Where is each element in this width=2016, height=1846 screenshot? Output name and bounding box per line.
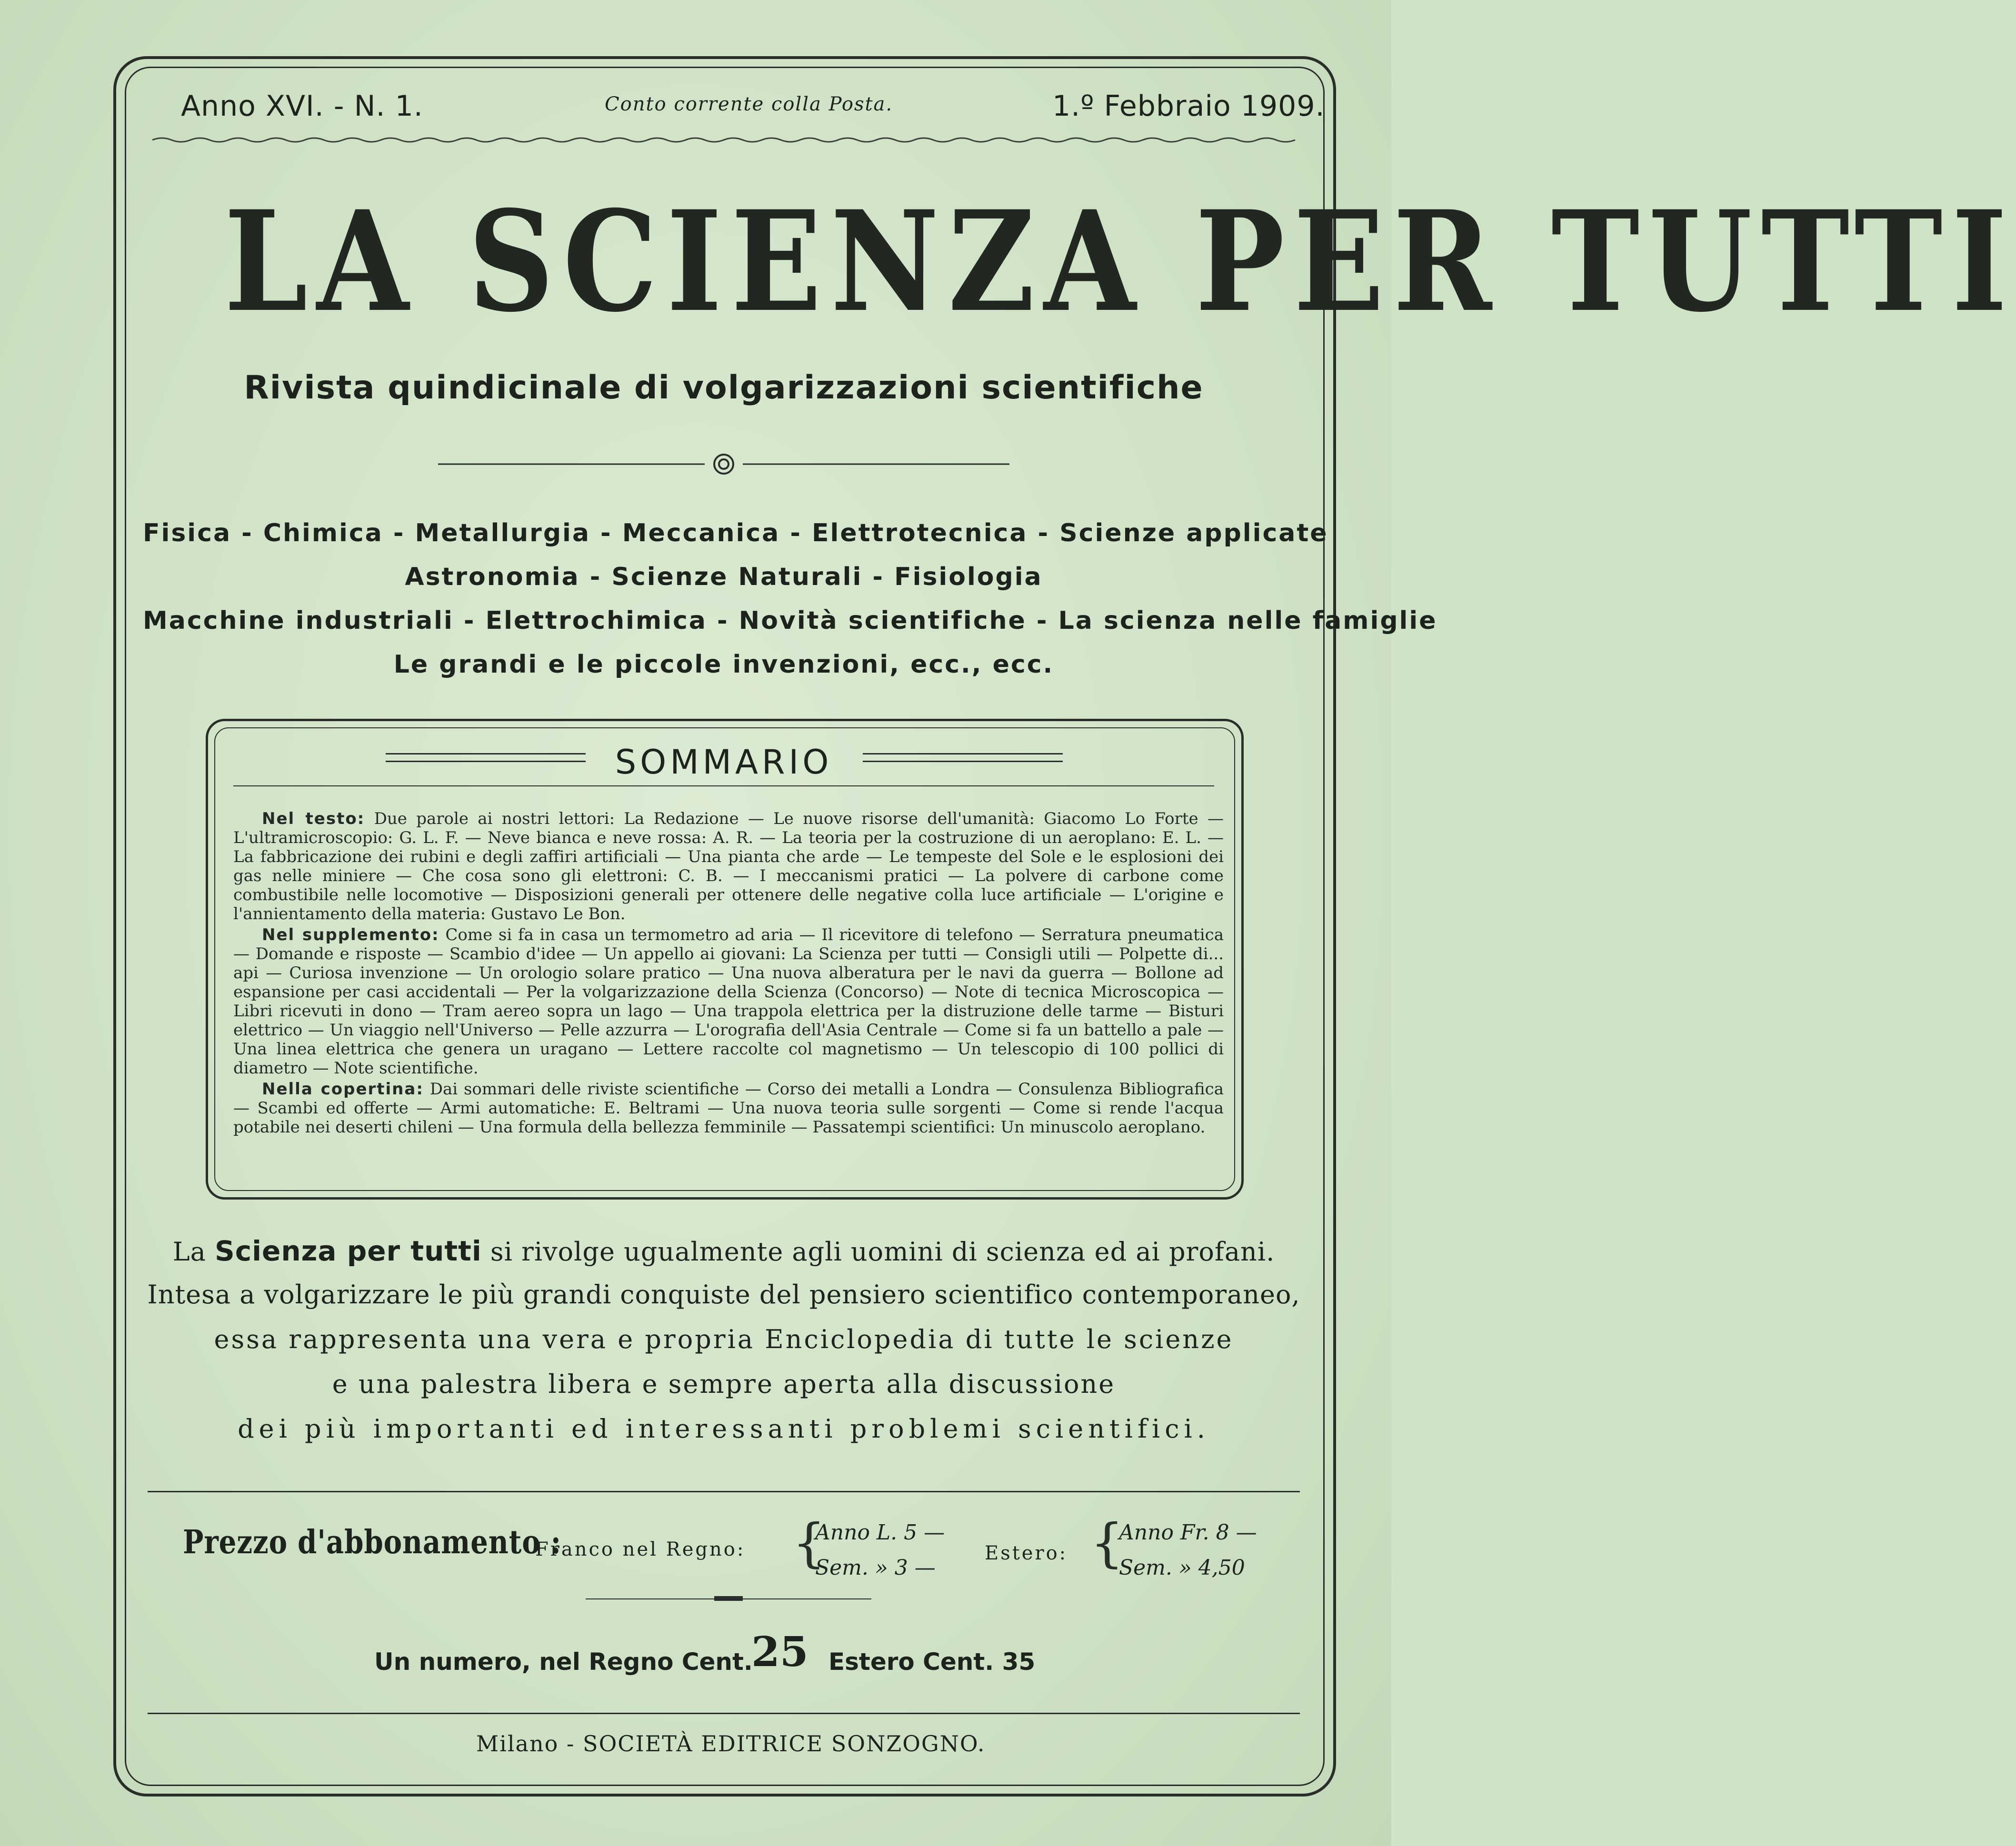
statement-magazine-name: Scienza per tutti [214, 1235, 482, 1267]
section-text: Dai sommari delle riviste scientifiche — Corso dei metalli a Londra — Consulenza Bibliografica — Scambi ed offerte — Armi automatiche: E. Beltrami — Una nuova teoria sulle sorgenti — Come si rende l'acqua potabile nei deserti chileni — Una formula della bellezza femminile — Passatempi scientifici: Un minuscolo aeroplano. [233, 1080, 1224, 1137]
single-issue-foreign: Estero Cent. 35 [828, 1648, 1036, 1676]
statement-line-4: e una palestra libera e sempre aperta alla discussione [332, 1369, 1116, 1399]
issue-date: 1.º Febbraio 1909. [1052, 89, 1325, 123]
center-ornament [438, 453, 1009, 475]
sommario-contents [233, 809, 1224, 1139]
magazine-title: LA SCIENZA PER TUTTI [224, 181, 2016, 343]
domestic-label: Franco nel Regno: [535, 1538, 746, 1560]
domestic-brace-glyph: { [792, 1512, 826, 1573]
section-text: Due parole ai nostri lettori: La Redazione — Le nuove risorse dell'umanità: Giacomo Lo Forte — L'ultramicroscopio: G. L. F. — Neve bianca e neve rossa: A. R. — La teoria per la costruzione di un aeroplano: E. L. — La fabbricazione dei rubini e degli zaffiri artificiali — Una pianta che arde — Le tempeste del Sole e le esplosioni dei gas nelle miniere — Che cosa sono gli elettroni: C. B. — I meccanismi pratici — La polvere di carbone come combustibile nelle locomotive — Disposizioni generali per ottenere delle negative colla luce artificiale — L'origine e l'annientamento della materia: Gustavo Le Bon. [233, 809, 1224, 923]
topics-line-3: Macchine industriali - Elettrochimica - Novità scientifiche - La scienza nelle famiglie [143, 606, 1437, 635]
sommario-section-testo [233, 809, 1224, 923]
price-divider-mark [714, 1596, 743, 1601]
section-text: Come si fa in casa un termometro ad aria — Il ricevitore di telefono — Serratura pneumatica — Domande e risposte — Scambio d'idee — Un appello ai giovani: La Scienza per tutti — Consigli utili — Polpette di... api — Curiosa invenzione — Un orologio solare pratico — Una nuova alberatura per le navi da guerra — Bollone ad espansione per casi accidentali — Per la volgarizzazione della Scienza (Concorso) — Note di tecnica Microscopica — Libri ricevuti in dono — Tram aereo sopra un lago — Una trappola elettrica per la distruzione delle tarme — Bisturi elettrico — Un viaggio nell'Universo — Pelle azzurra — L'orografia dell'Asia Centrale — Come si fa un battello a pale — Una linea elettrica che genera un uragano — Lettere raccolte col magnetismo — Un telescopio di 100 pollici di diametro — Note scientifiche. [233, 925, 1224, 1078]
domestic-semester-price: Sem. » 3 — [815, 1556, 936, 1580]
single-issue-domestic: Un numero, nel Regno Cent. [374, 1648, 753, 1676]
subscription-label: Prezzo d'abbonamento : [183, 1523, 561, 1561]
statement-line-5: dei più importanti ed interessanti problemi scientifici. [238, 1414, 1210, 1444]
foreign-year-price: Anno Fr. 8 — [1119, 1520, 1257, 1545]
foreign-semester-price: Sem. » 4,50 [1119, 1556, 1245, 1580]
statement-line-1 [133, 1235, 1314, 1267]
sommario-heading: SOMMARIO [615, 743, 833, 782]
section-divider-bottom [148, 1713, 1300, 1714]
topics-line-1: Fisica - Chimica - Metallurgia - Meccanica - Elettrotecnica - Scienze applicate [143, 519, 1328, 547]
statement-pre: La [172, 1237, 206, 1267]
topics-line-2: Astronomia - Scienze Naturali - Fisiologia [405, 563, 1043, 591]
domestic-year-price: Anno L. 5 — [815, 1520, 945, 1545]
section-label: Nella copertina: [262, 1080, 424, 1099]
statement-line-2: Intesa a volgarizzare le più grandi conquiste del pensiero scientifico contemporaneo, [147, 1280, 1300, 1310]
section-label: Nel supplemento: [262, 925, 439, 944]
sommario-section-supplemento [233, 925, 1224, 1078]
section-label: Nel testo: [262, 809, 365, 828]
statement-line-3: essa rappresenta una vera e propria Enciclopedia di tutte le scienze [214, 1324, 1234, 1354]
topics-line-4: Le grandi e le piccole invenzioni, ecc., ecc. [393, 650, 1054, 679]
foreign-brace-glyph: { [1090, 1512, 1124, 1573]
single-issue-price: 25 [751, 1628, 808, 1676]
statement-post: si rivolge ugualmente agli uomini di scienza ed ai profani. [490, 1237, 1275, 1267]
sommario-section-copertina [233, 1080, 1224, 1137]
publisher-line: Milano - SOCIETÀ EDITRICE SONZOGNO. [476, 1731, 986, 1757]
foreign-label: Estero: [985, 1542, 1068, 1564]
section-divider-top [148, 1491, 1300, 1492]
issue-number: Anno XVI. - N. 1. [181, 89, 423, 123]
magazine-subtitle: Rivista quindicinale di volgarizzazioni scientifiche [244, 369, 1204, 407]
postal-note: Conto corrente colla Posta. [605, 93, 893, 115]
sommario-heading-underline [233, 785, 1214, 786]
wavy-divider [152, 136, 1305, 144]
